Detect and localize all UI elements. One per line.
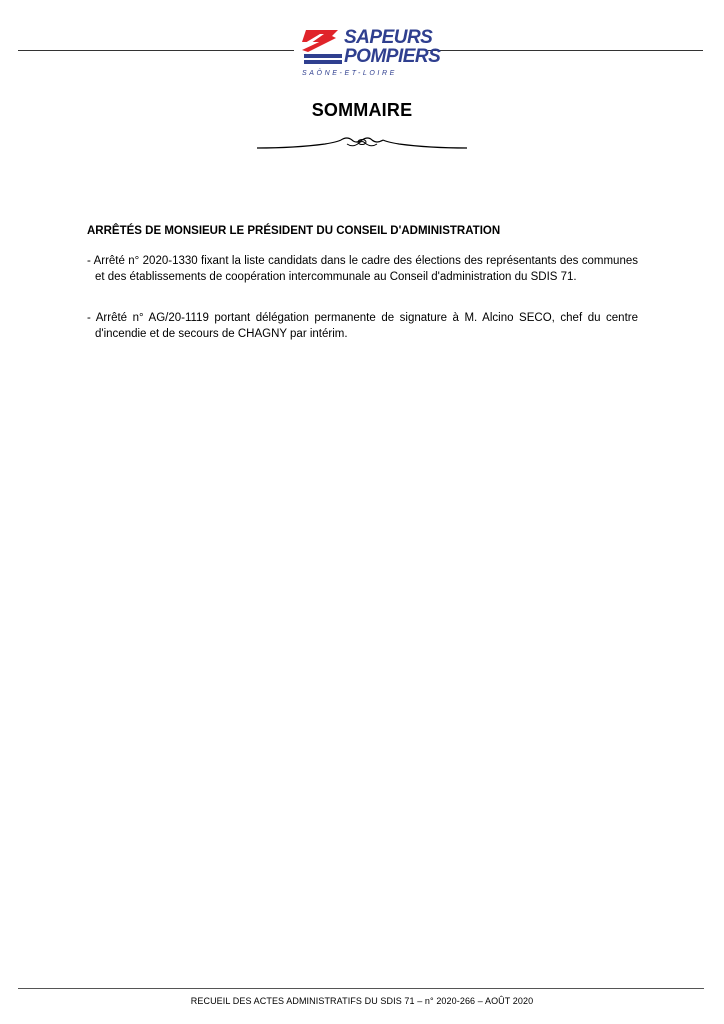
summary-entry: - Arrêté n° AG/20-1119 portant délégation permanente de signature à M. Alcino SECO, chef du centre d'incendie et de secours de CHAGNY par intérim. <box>87 312 638 340</box>
footer-text: RECUEIL DES ACTES ADMINISTRATIFS DU SDIS 71 – n° 2020-266 – AOÛT 2020 <box>190 996 534 1006</box>
logo-subtitle: SAÔNE-ET-LOIRE <box>302 70 397 77</box>
header-rule-right <box>428 50 703 51</box>
sapeurs-pompiers-logo <box>298 26 441 84</box>
logo-line1: SAPEURS <box>344 27 433 48</box>
logo-line2: POMPIERS <box>344 46 441 67</box>
header-rule-left <box>18 50 294 51</box>
footer-rule <box>18 988 704 989</box>
decorative-flourish-icon <box>255 134 469 152</box>
summary-entry: - Arrêté n° 2020-1330 fixant la liste candidats dans le cadre des élections des représentants des communes et des établissements de coopération intercommunale au Conseil d'administration du SDIS 71. <box>87 255 638 283</box>
page-title: SOMMAIRE <box>311 100 413 120</box>
logo-stripes-icon <box>298 26 344 68</box>
section-heading: ARRÊTÉS DE MONSIEUR LE PRÉSIDENT DU CONSEIL D'ADMINISTRATION <box>87 225 501 237</box>
